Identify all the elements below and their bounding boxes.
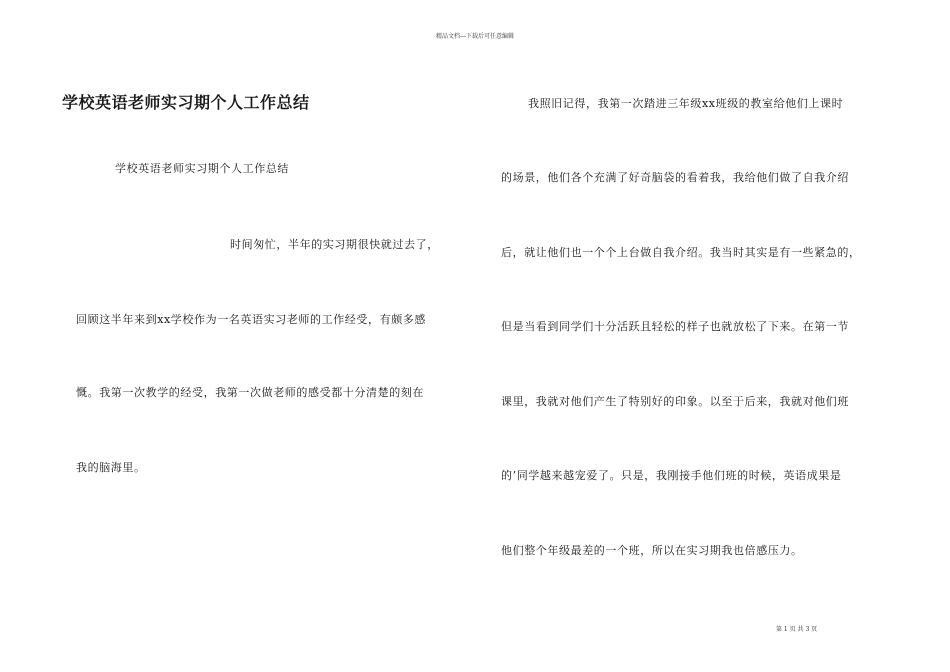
header-note: 精品文档---下载后可任意编辑: [435, 33, 515, 40]
paragraph-line: 的’同学越来越宠爱了。只是，我刚接手他们班的时候，英语成果是: [501, 469, 842, 482]
paragraph-line: 慨。我第一次教学的经受，我第一次做老师的感受都十分清楚的刻在: [76, 386, 424, 399]
paragraph-line: 后，就让他们也一个个上台做自我介绍。我当时其实是有一些紧急的，: [501, 246, 861, 259]
paragraph-line: 时间匆忙，半年的实习期很快就过去了，: [230, 238, 439, 251]
paragraph-line: 我照旧记得，我第一次踏进三年级xx班级的教室给他们上课时: [528, 97, 844, 110]
paragraph-line: 回顾这半年来到xx学校作为一名英语实习老师的工作经受，有颇多感: [76, 313, 427, 326]
paragraph-line: 的场景，他们各个充满了好奇脑袋的看着我，我给他们做了自我介绍: [501, 171, 849, 184]
paragraph-line: 他们整个年级最差的一个班，所以在实习期我也倍感压力。: [501, 544, 803, 557]
subtitle-line: 学校英语老师实习期个人工作总结: [115, 162, 289, 175]
paragraph-line: 课里，我就对他们产生了特别好的印象。以至于后来，我就对他们班: [501, 395, 849, 408]
paragraph-line: 我的脑海里。: [76, 461, 146, 474]
document-title: 学校英语老师实习期个人工作总结: [62, 93, 310, 112]
page-number: 第 1 页 共 3 页: [776, 626, 818, 633]
paragraph-line: 但是当看到同学们十分活跃且轻松的样子也就放松了下来。在第一节: [501, 320, 849, 333]
